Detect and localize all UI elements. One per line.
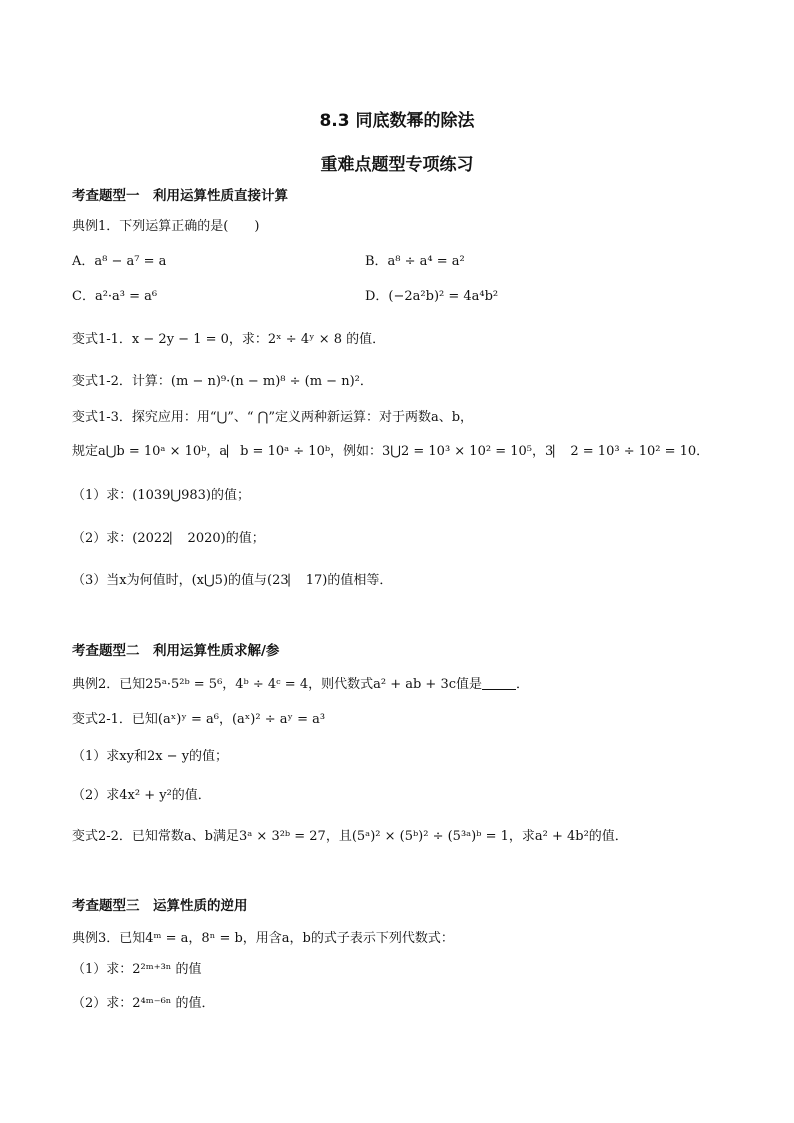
variant-2-1-question-1: （1）求xy和2x − y的值； bbox=[72, 749, 229, 764]
page-subtitle: 重难点题型专项练习 bbox=[320, 155, 474, 175]
section-heading-1: 考查题型一 利用运算性质直接计算 bbox=[72, 188, 288, 204]
example-1-option-c: C．a²·a³ = a⁶ bbox=[72, 289, 158, 304]
example-3-question-1: （1）求：2²ᵐ⁺³ⁿ 的值 bbox=[72, 962, 202, 977]
example-2-text: 典例2．已知25ᵃ·5²ᵇ = 5⁶，4ᵇ ÷ 4ᶜ = 4，则代数式a² + ab + 3c值是 bbox=[72, 677, 483, 692]
answer-blank bbox=[482, 677, 516, 690]
variant-1-3-question-1: （1）求：(1039⋃983)的值； bbox=[72, 488, 250, 503]
variant-2-1-stem: 变式2-1．已知(aˣ)ʸ = a⁶，(aˣ)² ÷ aʸ = a³ bbox=[72, 712, 326, 727]
variant-2-2: 变式2-2．已知常数a、b满足3ᵃ × 3²ᵇ = 27，且(5ᵃ)² × (5ᵇ)² ÷ (5³ᵃ)ᵇ = 1，求a² + 4b²的值． bbox=[72, 829, 628, 844]
variant-2-1-question-2: （2）求4x² + y²的值． bbox=[72, 788, 211, 803]
example-3-stem: 典例3．已知4ᵐ = a，8ⁿ = b，用含a，b的式子表示下列代数式： bbox=[72, 931, 454, 946]
variant-1-3-stem: 变式1-3．探究应用：用“⋃”、“ ⋂”定义两种新运算：对于两数a、b， bbox=[72, 410, 474, 425]
variant-1-3-question-3: （3）当x为何值时，(x⋃5)的值与(23⎸ 17)的值相等． bbox=[72, 573, 393, 588]
example-2-stem bbox=[72, 676, 529, 694]
example-1-option-a: A．a⁸ − a⁷ = a bbox=[72, 254, 167, 269]
variant-1-2: 变式1-2．计算：(m − n)⁹·(n − m)⁸ ÷ (m − n)²． bbox=[72, 374, 373, 389]
example-1-option-d: D．(−2a²b)² = 4a⁴b² bbox=[365, 289, 499, 304]
example-2-end: ． bbox=[516, 677, 530, 692]
variant-1-1: 变式1-1．x − 2y − 1 = 0，求：2ˣ ÷ 4ʸ × 8 的值． bbox=[72, 332, 386, 347]
example-1-option-b: B．a⁸ ÷ a⁴ = a² bbox=[365, 254, 465, 269]
example-3-question-2: （2）求：2⁴ᵐ⁻⁶ⁿ 的值． bbox=[72, 996, 215, 1011]
section-heading-2: 考查题型二 利用运算性质求解/参 bbox=[72, 643, 280, 659]
example-1-stem: 典例1．下列运算正确的是( ) bbox=[72, 219, 260, 234]
section-heading-3: 考查题型三 运算性质的逆用 bbox=[72, 898, 248, 914]
page-title: 8.3 同底数幂的除法 bbox=[319, 111, 475, 131]
variant-1-3-question-2: （2）求：(2022⎸ 2020)的值； bbox=[72, 531, 265, 546]
variant-1-3-rule: 规定a⋃b = 10ᵃ × 10ᵇ，a⎸b = 10ᵃ ÷ 10ᵇ，例如：3⋃2 = 10³ × 10² = 10⁵，3⎸ 2 = 10³ ÷ 10² = 10． bbox=[72, 444, 710, 459]
